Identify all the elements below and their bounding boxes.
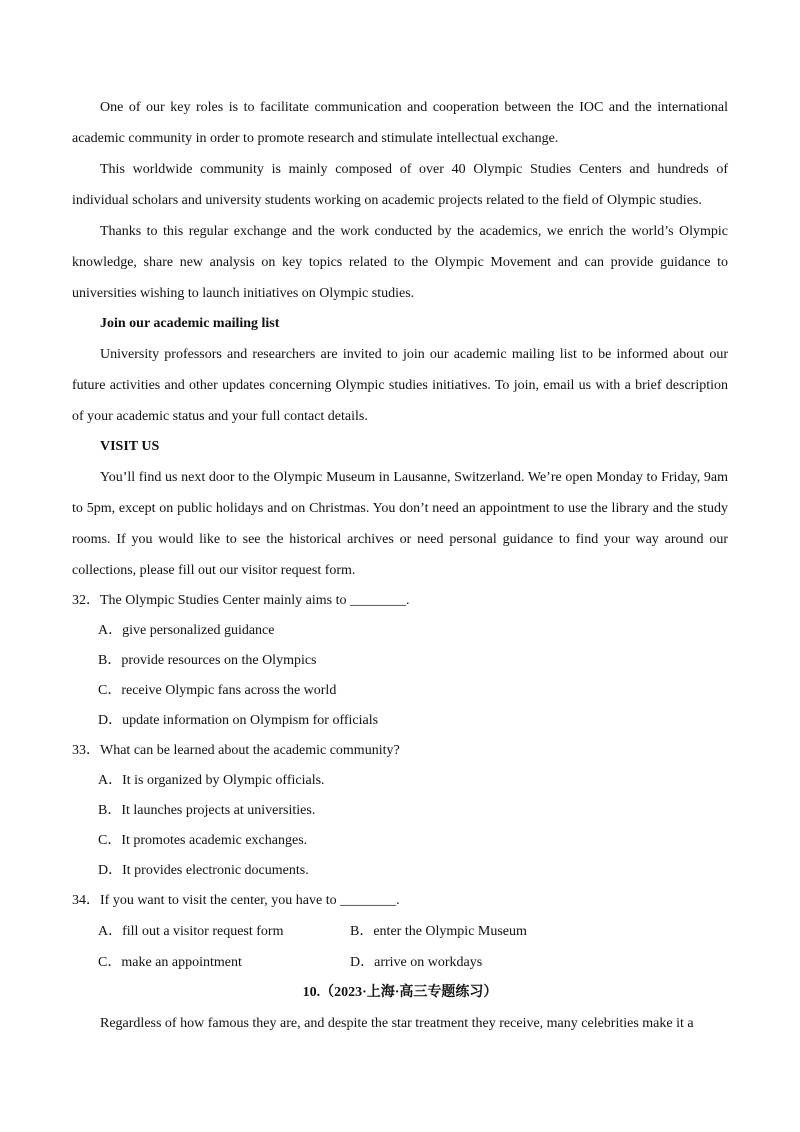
question-stem: 33．What can be learned about the academic community? — [72, 743, 400, 758]
next-section-first-line: Regardless of how famous they are, and despite the star treatment they receive, many celebrities make it a — [100, 1016, 694, 1031]
option-a: A．give personalized guidance — [98, 623, 275, 638]
next-section-title: 10.（2023·上海·高三专题练习） — [302, 985, 498, 1000]
document-page — [72, 92, 728, 1039]
option-c: C．It promotes academic exchanges. — [98, 833, 308, 848]
question-33 — [72, 736, 728, 886]
option-a: A．It is organized by Olympic officials. — [98, 773, 325, 788]
option-c: C．make an appointment — [98, 955, 242, 970]
option-b: B．provide resources on the Olympics — [98, 653, 317, 668]
option-a: A．fill out a visitor request form — [98, 924, 284, 939]
question-32 — [72, 586, 728, 736]
mailing-list-paragraph: University professors and researchers are invited to join our academic mailing list to be informed about our future activities and other updates concerning Olympic studies initiatives. To join, email us with a brief description of your academic status and your full contact details. — [72, 347, 728, 424]
visit-us-paragraph: You’ll find us next door to the Olympic Museum in Lausanne, Switzerland. We’re open Monday to Friday, 9am to 5pm, except on public holidays and on Christmas. You don’t need an appointment to use the library and the study rooms. If you would like to see the historical archives or need personal guidance to find your way around our collections, please fill out our visitor request form. — [72, 470, 728, 578]
passage-paragraph-2: This worldwide community is mainly composed of over 40 Olympic Studies Centers and hundreds of individual scholars and university students working on academic projects related to the field of Olympic studies. — [72, 162, 728, 208]
passage-paragraph-1: One of our key roles is to facilitate communication and cooperation between the IOC and the international academic community in order to promote research and stimulate intellectual exchange. — [72, 100, 728, 146]
question-stem: 34．If you want to visit the center, you have to ________. — [72, 893, 400, 908]
option-d: D．arrive on workdays — [350, 955, 483, 970]
option-d: D．update information on Olympism for officials — [98, 713, 379, 728]
question-stem: 32．The Olympic Studies Center mainly aims to ________. — [72, 593, 410, 608]
options-row-2 — [98, 947, 728, 978]
option-b: B．enter the Olympic Museum — [350, 924, 527, 939]
options-row-1 — [98, 916, 728, 947]
option-b: B．It launches projects at universities. — [98, 803, 316, 818]
question-34 — [72, 886, 728, 978]
option-c: C．receive Olympic fans across the world — [98, 683, 337, 698]
visit-us-heading: VISIT US — [100, 439, 160, 454]
option-d: D．It provides electronic documents. — [98, 863, 309, 878]
mailing-list-heading: Join our academic mailing list — [100, 316, 280, 331]
passage-paragraph-3: Thanks to this regular exchange and the work conducted by the academics, we enrich the world’s Olympic knowledge, share new analysis on key topics related to the Olympic Movement and can provide guidance to universities wishing to launch initiatives on Olympic studies. — [72, 224, 728, 301]
